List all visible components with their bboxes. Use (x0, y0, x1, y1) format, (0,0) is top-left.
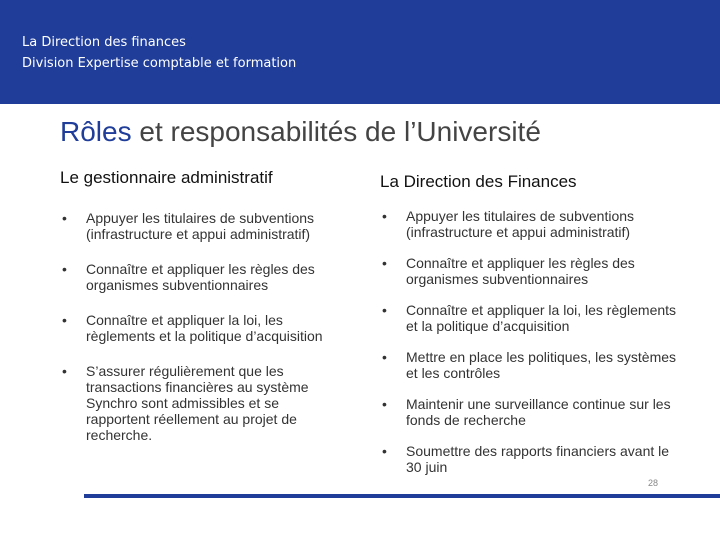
list-item (60, 312, 345, 344)
list-item (380, 255, 680, 287)
list-item (60, 261, 345, 293)
header-band (0, 0, 720, 104)
bullet-icon: • (62, 312, 67, 328)
list-item (60, 210, 345, 242)
list-item-text: Connaître et appliquer les règles des organismes subventionnaires (86, 261, 315, 293)
footer-rule (84, 494, 720, 498)
left-margin (0, 104, 26, 498)
bullet-icon: • (382, 208, 387, 224)
list-item (380, 208, 680, 240)
list-item-text: Appuyer les titulaires de subventions (infrastructure et appui administratif) (86, 210, 315, 242)
bullet-icon: • (62, 210, 67, 226)
right-column-heading: La Direction des Finances (380, 172, 577, 191)
list-item-text: Connaître et appliquer la loi, les règlements et la politique d’acquisition (406, 302, 677, 334)
left-column (60, 168, 345, 462)
left-column-heading: Le gestionnaire administratif (60, 168, 273, 187)
list-item (380, 349, 680, 381)
list-item-text: Mettre en place les politiques, les systèmes et les contrôles (406, 349, 677, 381)
bullet-icon: • (382, 302, 387, 318)
list-item-text: Connaître et appliquer la loi, les règlements et la politique d’acquisition (86, 312, 323, 344)
bullet-icon: • (382, 443, 387, 459)
list-item (380, 302, 680, 334)
bullet-icon: • (62, 363, 67, 379)
page-number: 28 (648, 478, 659, 488)
list-item-text: Maintenir une surveillance continue sur les fonds de recherche (406, 396, 671, 428)
list-item-text: Connaître et appliquer les règles des organismes subventionnaires (406, 255, 635, 287)
slide-title (60, 116, 541, 148)
bullet-icon: • (382, 349, 387, 365)
list-item-text: Appuyer les titulaires de subventions (infrastructure et appui administratif) (406, 208, 635, 240)
title-rest: et responsabilités de l’Université (131, 116, 541, 147)
list-item-text: S’assurer régulièrement que les transactions financières au système Synchro sont admissibles et se rapportent réellement au projet de recherche. (86, 363, 309, 443)
list-item-text: Soumettre des rapports financiers avant le 30 juin (406, 443, 670, 475)
right-column (380, 168, 680, 490)
list-item (380, 443, 680, 475)
list-item (60, 363, 345, 443)
list-item (380, 396, 680, 428)
header-line-1: La Direction des finances (22, 35, 186, 50)
title-first-word: Rôles (60, 116, 132, 147)
bullet-icon: • (382, 255, 387, 271)
bullet-icon: • (382, 396, 387, 412)
left-bullet-list (60, 210, 345, 443)
header-line-2: Division Expertise comptable et formation (22, 56, 297, 71)
bullet-icon: • (62, 261, 67, 277)
right-bullet-list (380, 208, 680, 475)
